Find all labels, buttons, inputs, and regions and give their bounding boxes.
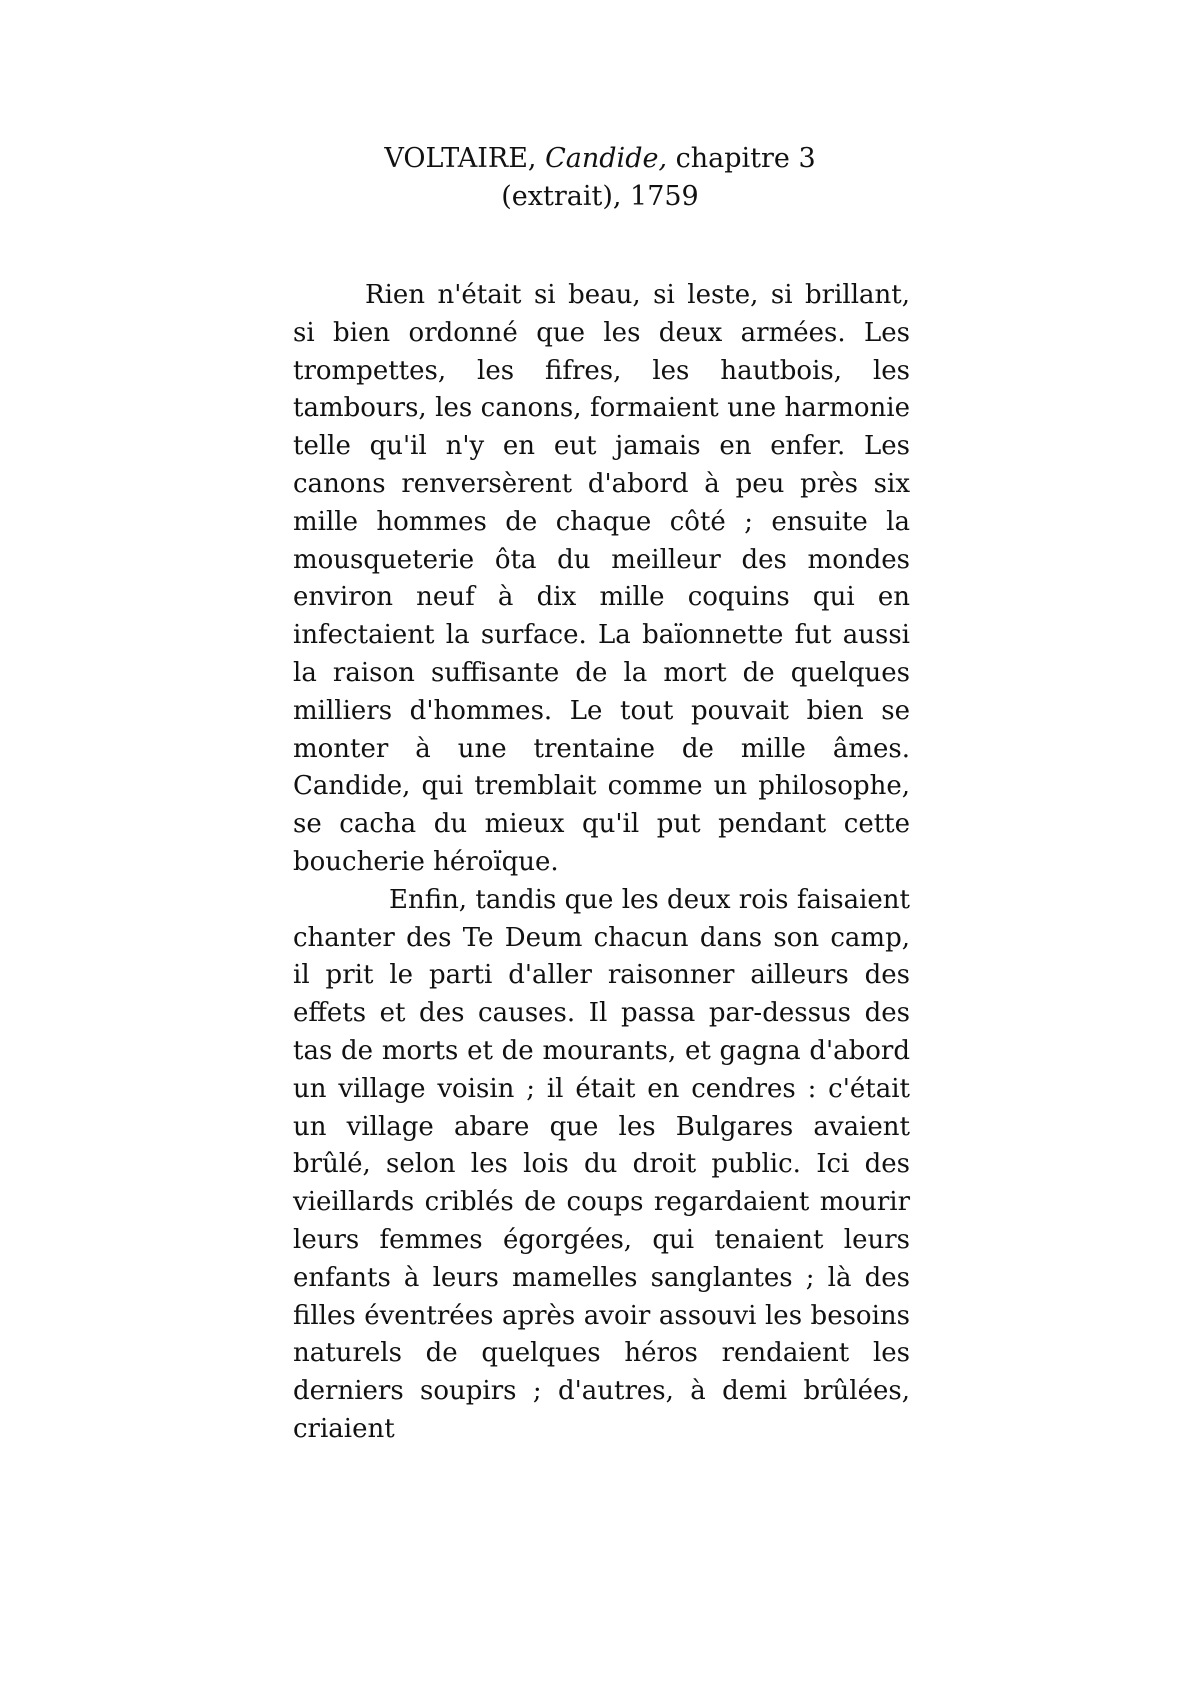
document-title [0,140,1200,216]
chapter-label: chapitre 3 [675,143,816,174]
author-name: VOLTAIRE, [384,143,537,174]
excerpt-text [293,277,910,1449]
excerpt-paragraph-2: Enfin, tandis que les deux rois faisaient chanter des Te Deum chacun dans son camp, il prit le parti d'aller raisonner ailleurs des effets et des causes. Il passa par-dessus des tas de morts et de mourants, et gagna d'abord un village voisin ; il était en cendres : c'était un village abare que les Bulgares avaient brûlé, selon les lois du droit public. Ici des vieillards criblés de coups regardaient mourir leurs femmes égorgées, qui tenaient leurs enfants à leurs mamelles sanglantes ; là des filles éventrées après avoir assouvi les besoins naturels de quelques héros rendaient les derniers soupirs ; d'autres, à demi brûlées, criaient [293,884,910,1444]
title-details: (extrait), 1759 [501,181,699,212]
excerpt-paragraph-1: Rien n'était si beau, si leste, si brillant, si bien ordonné que les deux armées. Les trompettes, les fifres, les hautbois, les tambours, les canons, formaient une harmonie telle qu'il n'y en eut jamais en enfer. Les canons renversèrent d'abord à peu près six mille hommes de chaque côté ; ensuite la mousqueterie ôta du meilleur des mondes environ neuf à dix mille coquins qui en infectaient la surface. La baïonnette fut aussi la raison suffisante de la mort de quelques milliers d'hommes. Le tout pouvait bien se monter à une trentaine de mille âmes. Candide, qui tremblait comme un philosophe, se cacha du mieux qu'il put pendant cette boucherie héroïque. [293,280,910,877]
title-first-line [0,140,1200,178]
work-title: Candide, [545,143,668,174]
